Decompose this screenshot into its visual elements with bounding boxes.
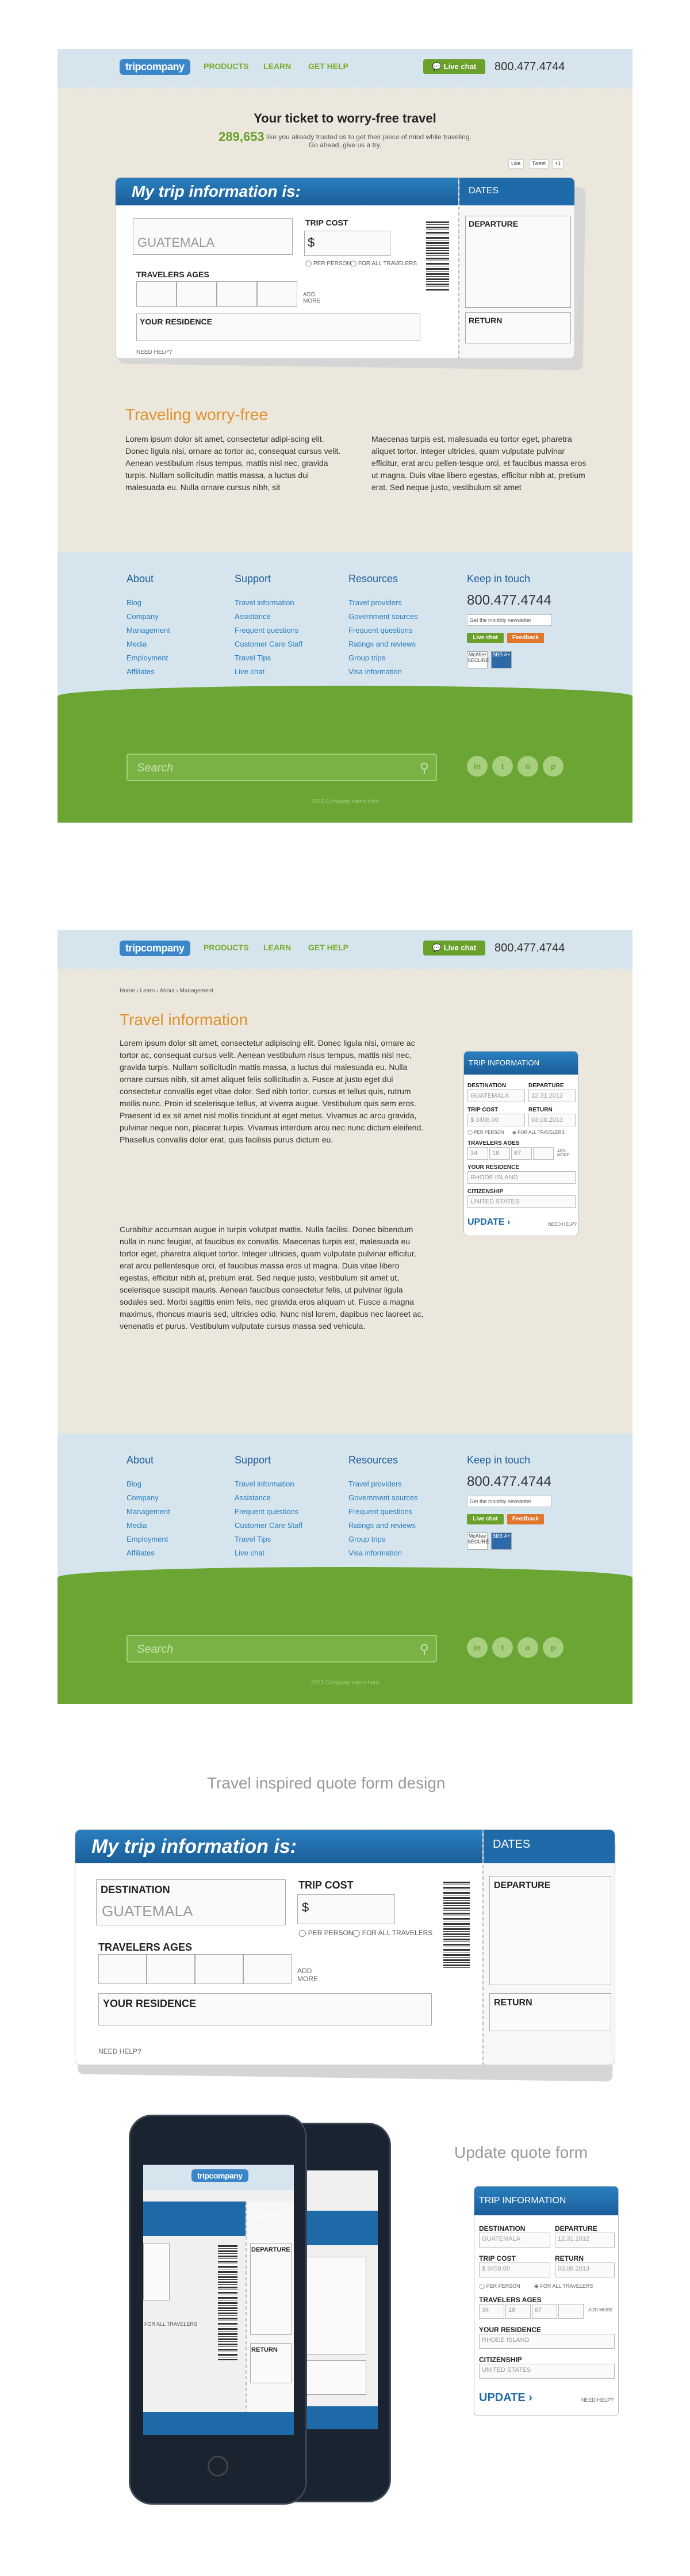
show-age-1[interactable]: 34: [479, 2304, 504, 2319]
linkedin-icon[interactable]: in: [467, 756, 488, 777]
footer-link-management[interactable]: Management: [126, 626, 170, 635]
large-per-person-radio[interactable]: ◯ PER PERSON: [298, 1929, 354, 1937]
page2-title: Travel information: [120, 1011, 248, 1029]
large-per-person-label: PER PERSON: [308, 1929, 354, 1937]
hero-line1: like you already trusted us to get their piece of mind while traveling.: [264, 133, 471, 141]
footer-link-assistance[interactable]: Assistance: [235, 612, 271, 621]
content-col1: Lorem ipsum dolor sit amet, consectetur adipi-scing elit. Donec ligula nisi, ornare ac tortor ac, consequat cursus velit. Aenean vestibulum risus tempus, mattis nisl nec, gravida turpis. Nullam sollicitudin mattis massa, a luctus dui malesuada eu. Nulla ornare cursus nibh, sit: [125, 434, 341, 492]
footer2-link-blog[interactable]: Blog: [126, 1480, 142, 1488]
hero-count: 289,653: [218, 129, 264, 144]
mini-return-field[interactable]: 03.08.2013: [528, 1114, 576, 1126]
show-per-person-label: PER PERSON: [486, 2283, 520, 2289]
header-phone-2: 800.477.4744: [494, 942, 565, 954]
footer-support-title: Support: [235, 573, 271, 584]
update-form-showcase: [474, 2186, 619, 2416]
front-partial-field[interactable]: [143, 2243, 170, 2300]
show-form-title: TRIP INFORMATION: [474, 2187, 619, 2215]
mini-citizenship-label: CITIZENSHIP: [467, 1188, 504, 1195]
mini-age-2[interactable]: 18: [489, 1147, 510, 1160]
nav-get-help-2[interactable]: GET HELP: [308, 943, 349, 952]
feedback-button[interactable]: Feedback: [507, 633, 544, 643]
large-for-all-radio[interactable]: ◯ FOR ALL TRAVELERS: [352, 1929, 433, 1937]
hero-line2: Go ahead, give us a try.: [308, 141, 382, 149]
tweet-button[interactable]: Tweet: [529, 159, 549, 169]
mini-travelers-label: TRAVELERS AGES: [467, 1140, 520, 1146]
large-residence-label: YOUR RESIDENCE: [103, 1998, 197, 2009]
ticket-body: [115, 177, 575, 359]
mini-update-button[interactable]: UPDATE ›: [467, 1217, 511, 1227]
mini-age-3[interactable]: 67: [511, 1147, 532, 1160]
large-add-more[interactable]: ADD MORE: [297, 1967, 318, 1983]
show-per-person-radio[interactable]: ◯ PER PERSON: [479, 2283, 520, 2289]
footer2-link-affiliates[interactable]: Affiliates: [126, 1549, 155, 1557]
front-departure-label: DEPARTURE: [251, 2246, 290, 2253]
footer2-link-visa[interactable]: Visa information: [348, 1549, 402, 1557]
mini-departure-label: DEPARTURE: [528, 1083, 564, 1089]
large-age-2[interactable]: [147, 1954, 195, 1984]
section-title: Traveling worry-free: [125, 406, 268, 423]
footer2-support-title: Support: [235, 1454, 271, 1466]
mini-age-1[interactable]: 34: [467, 1147, 488, 1160]
dates-header: DATES: [459, 178, 575, 205]
pinterest-icon[interactable]: p: [543, 756, 564, 777]
mini-add-more[interactable]: ADD MORE: [557, 1149, 569, 1157]
nav-learn-2[interactable]: LEARN: [263, 943, 292, 952]
departure-field[interactable]: [465, 216, 571, 308]
mini-residence-label: YOUR RESIDENCE: [467, 1164, 520, 1171]
show-update-button[interactable]: UPDATE ›: [479, 2391, 532, 2404]
page2-para1: Lorem ipsum dolor sit amet, consectetur adipiscing elit. Donec ligula nisi, ornare ac tortor ac, consequat cursus velit. Aenean vestibulum risus tempus, mattis nisl nec, gravida turpis. Nullam sollicitudin mattis massa, a luctus dui malesuada eu. Nulla ornare cursus nibh, sit amet aliquet felis sollicitudin a. Fusce at justo eget dui consectetur convallis eget vitae dolor. Sed nibh tortor, cursus et tellus quis, rutrum mollis nunc. Proin id scelerisque tellus, at viverra augue. Vestibulum quis sem eros. Praesent id ex sit amet nisl mollis tincidunt at eget metus. Vivamus ac arcu gravida, pulvinar neque non, placerat turpis. Vivamus interdum arcu nec nunc dictum eleifend. Phasellus convallis dolor erat, quis facilisis purus dictum eu.: [120, 1038, 424, 1144]
footer2-keep-title: Keep in touch: [467, 1454, 531, 1466]
footer2-link-providers[interactable]: Travel providers: [348, 1480, 402, 1488]
footer2-link-care-staff[interactable]: Customer Care Staff: [235, 1521, 303, 1530]
large-age-3[interactable]: [195, 1954, 243, 1984]
footer2-link-management[interactable]: Management: [126, 1507, 170, 1516]
nav-get-help[interactable]: GET HELP: [308, 62, 349, 71]
live-chat-label: Live chat: [443, 62, 477, 71]
footer2-link-tips[interactable]: Travel Tips: [235, 1535, 271, 1543]
live-chat-button-2[interactable]: 💬 Live chat: [423, 941, 485, 956]
footer2-live-chat-button[interactable]: Live chat: [467, 1514, 504, 1524]
copyright-2: 2013 Company name here: [310, 1680, 379, 1686]
footer-link-live-chat[interactable]: Live chat: [235, 667, 265, 676]
front-tabbar: [143, 2412, 294, 2435]
site-footer-2: [57, 1434, 632, 1704]
footer2-link-media[interactable]: Media: [126, 1521, 147, 1530]
iphone-front: [129, 2115, 307, 2505]
show-for-all-label: FOR ALL TRAVELERS: [540, 2283, 593, 2289]
copyright: 2013 Company name here: [310, 798, 379, 805]
dates-stub: [458, 178, 575, 359]
footer-link-travel-info[interactable]: Travel information: [235, 598, 294, 607]
bbb-badge-2: BBB A+: [491, 1532, 512, 1550]
show-departure-field[interactable]: 12.31.2012: [555, 2233, 615, 2248]
front-screen-logo[interactable]: tripcompany: [191, 2169, 248, 2182]
sidebar-update-form: [463, 1051, 578, 1236]
mini-per-person-radio[interactable]: ◯ PER PERSON: [467, 1130, 504, 1135]
feedback-button-2[interactable]: Feedback: [507, 1514, 544, 1524]
footer-link-faq2[interactable]: Frequent questions: [348, 626, 413, 635]
footer2-link-group[interactable]: Group trips: [348, 1535, 386, 1543]
footer-resources-title: Resources: [348, 573, 398, 584]
mini-return-label: RETURN: [528, 1107, 553, 1113]
mini-trip-cost-label: TRIP COST: [467, 1107, 499, 1113]
iphone-front-screen: [143, 2165, 294, 2435]
large-trip-cost-field[interactable]: [297, 1894, 395, 1924]
live-chat-button[interactable]: 💬 Live chat: [423, 59, 485, 74]
footer2-link-faq2[interactable]: Frequent questions: [348, 1507, 413, 1516]
footer2-link-live-chat[interactable]: Live chat: [235, 1549, 265, 1557]
large-ticket-title: My trip information is:: [91, 1836, 297, 1858]
bbb-badge: BBB A+: [491, 651, 512, 668]
header-scallop: [57, 83, 632, 90]
search-icon[interactable]: ⚲: [419, 760, 429, 775]
logo[interactable]: tripcompany: [120, 59, 190, 75]
residence-label: YOUR RESIDENCE: [140, 317, 213, 326]
show-age-2[interactable]: 18: [505, 2304, 531, 2319]
front-for-all-label: FOR ALL TRAVELERS: [144, 2321, 197, 2327]
large-ticket-body: [75, 1829, 615, 2065]
header-scallop-2: [57, 965, 632, 972]
footer-link-faq[interactable]: Frequent questions: [235, 626, 299, 635]
mini-per-person-label: PER PERSON: [474, 1130, 504, 1135]
plus-one-button[interactable]: +1: [552, 159, 564, 169]
instagram-icon[interactable]: o: [518, 756, 538, 777]
traveler-age-4[interactable]: [257, 281, 297, 307]
large-barcode: [443, 1882, 470, 1968]
show-trip-cost-label: TRIP COST: [479, 2254, 516, 2262]
search-icon-2[interactable]: ⚲: [419, 1642, 429, 1656]
footer-link-care-staff[interactable]: Customer Care Staff: [235, 640, 303, 648]
mini-for-all-radio[interactable]: ◉ FOR ALL TRAVELERS: [512, 1130, 565, 1135]
footer-live-chat-button[interactable]: Live chat: [467, 633, 504, 643]
site-footer: [57, 552, 632, 823]
like-button[interactable]: Like: [508, 159, 524, 169]
large-departure-label: DEPARTURE: [494, 1881, 551, 1890]
large-trip-cost-label: TRIP COST: [298, 1879, 354, 1891]
search-placeholder: Search: [137, 762, 174, 774]
show-age-4[interactable]: [558, 2304, 584, 2319]
footer-link-ratings[interactable]: Ratings and reviews: [348, 640, 416, 648]
footer2-link-gov[interactable]: Government sources: [348, 1493, 418, 1502]
for-all-radio[interactable]: ◯ FOR ALL TRAVELERS: [350, 261, 417, 267]
front-barcode: [218, 2245, 237, 2360]
front-dates-label: DATES: [252, 2213, 283, 2223]
footer-link-tips[interactable]: Travel Tips: [235, 653, 271, 662]
hero-title: Your ticket to worry-free travel: [254, 111, 436, 125]
nav-learn[interactable]: LEARN: [263, 62, 292, 71]
show-for-all-radio[interactable]: ◉ FOR ALL TRAVELERS: [534, 2283, 593, 2289]
show-citizenship-label: CITIZENSHIP: [479, 2356, 522, 2364]
show-return-label: RETURN: [555, 2254, 584, 2262]
mini-destination-field[interactable]: GUATEMALA: [467, 1090, 525, 1102]
home-button[interactable]: [208, 2456, 228, 2476]
currency-symbol: $: [308, 235, 315, 250]
front-departure-field[interactable]: [250, 2243, 292, 2335]
newsletter-input[interactable]: Get the monthly newsletter: [467, 614, 552, 626]
trip-cost-field[interactable]: [304, 231, 390, 256]
inner-page-mockup: [57, 930, 632, 1704]
show-add-more[interactable]: ADD MORE: [588, 2307, 614, 2313]
show-destination-field[interactable]: GUATEMALA: [479, 2233, 550, 2248]
need-help-link[interactable]: NEED HELP?: [136, 349, 172, 356]
quote-ticket: [115, 177, 584, 365]
content-col2: Maecenas turpis est, malesuada eu tortor eget, pharetra aliquet tortor. Integer ultricies, quam vulputate pulvinar efficitur, erat arcu pellen-tesque orci, et faucibus massa eros ut magna. Duis vitae libero egestas, efficitur nibh at, pretium erat. Sed neque justo, vestibulum sit amet: [371, 434, 586, 492]
barcode: [426, 221, 449, 291]
large-need-help[interactable]: NEED HELP?: [98, 2047, 141, 2055]
footer-phone: 800.477.4744: [467, 593, 551, 608]
for-all-label: FOR ALL TRAVELERS: [358, 261, 417, 267]
mini-departure-field[interactable]: 12.31.2012: [528, 1090, 576, 1102]
ticket-title: My trip information is:: [132, 182, 301, 200]
footer-link-group[interactable]: Group trips: [348, 653, 386, 662]
destination-value: GUATEMALA: [137, 235, 215, 250]
footer-link-visa[interactable]: Visa information: [348, 667, 402, 676]
logo-2[interactable]: tripcompany: [120, 941, 190, 956]
show-citizenship-field[interactable]: UNITED STATES: [479, 2364, 615, 2379]
large-departure-field[interactable]: [489, 1876, 611, 1985]
nav-products[interactable]: PRODUCTS: [204, 62, 249, 71]
mini-residence-field[interactable]: RHODE ISLAND: [467, 1171, 576, 1184]
footer-link-media[interactable]: Media: [126, 640, 147, 648]
travelers-label: TRAVELERS AGES: [136, 270, 209, 279]
search-placeholder-2: Search: [137, 1643, 174, 1656]
quote-ticket-large: [75, 1829, 621, 2077]
traveler-age-1[interactable]: [136, 281, 177, 307]
footer-search[interactable]: [126, 754, 437, 781]
large-travelers-label: TRAVELERS AGES: [98, 1941, 193, 1953]
large-destination-value: GUATEMALA: [102, 1902, 193, 1920]
add-more-link[interactable]: ADD MORE: [303, 292, 320, 304]
front-return-label: RETURN: [251, 2346, 278, 2353]
instagram-icon-2[interactable]: o: [518, 1637, 538, 1658]
footer2-link-travel-info[interactable]: Travel information: [235, 1480, 294, 1488]
mcafee-badge-2: McAfee SECURE: [467, 1532, 488, 1550]
footer2-link-faq[interactable]: Frequent questions: [235, 1507, 299, 1516]
mini-age-4[interactable]: [533, 1147, 554, 1160]
pinterest-icon-2[interactable]: p: [543, 1637, 564, 1658]
mini-for-all-label: FOR ALL TRAVELERS: [518, 1130, 565, 1135]
footer2-phone: 800.477.4744: [467, 1474, 551, 1489]
footer2-about-title: About: [126, 1454, 154, 1466]
mcafee-badge: McAfee SECURE: [467, 651, 488, 668]
mini-citizenship-field[interactable]: UNITED STATES: [467, 1195, 576, 1208]
page2-para2: Curabitur accumsan augue in turpis volutpat mattis. Nulla facilisi. Donec bibendum nulla in nunc feugiat, at faucibus ex convallis. Maecenas turpis est, malesuada eu tortor eget, pharetra aliquet tortor. Integer ultricies, quam vulputate pulvinar efficitur, erat arcu pellentesque orci, et faucibus massa eros ut magna. Duis vitae libero egestas, efficitur nibh at, pretium erat. Sed neque justo, vestibulum sit amet ut, scelerisque suscipit mauris. Aenean faucibus consectetur felis, ut pulvinar ligula sodales sed. Morbi sagittis enim felis, nec gravida eros aliquam ut. Fusce a magna maximus, rhoncus mauris sed, ultricies odio. Nunc nisl lorem, dapibus nec laoreet ac, venenatis et purus. Vestibulum vulputate cursus massa sed vehicula.: [120, 1225, 424, 1331]
show-travelers-label: TRAVELERS AGES: [479, 2296, 542, 2304]
footer-link-affiliates[interactable]: Affiliates: [126, 667, 155, 676]
show-trip-cost-field[interactable]: $ 3458.00: [479, 2262, 550, 2277]
show-age-3[interactable]: 67: [532, 2304, 557, 2319]
large-dates-stub: [482, 1830, 615, 2065]
footer-link-blog[interactable]: Blog: [126, 598, 142, 607]
large-age-4[interactable]: [243, 1954, 292, 1984]
departure-label: DEPARTURE: [469, 219, 519, 228]
mini-trip-cost-field[interactable]: $ 3458.00: [467, 1114, 525, 1126]
footer-link-employment[interactable]: Employment: [126, 653, 168, 662]
footer-link-providers[interactable]: Travel providers: [348, 598, 402, 607]
show-departure-label: DEPARTURE: [555, 2225, 597, 2233]
footer-link-company[interactable]: Company: [126, 612, 159, 621]
large-currency: $: [302, 1900, 309, 1914]
footer2-link-company[interactable]: Company: [126, 1493, 159, 1502]
per-person-radio[interactable]: ◯ PER PERSON: [305, 261, 351, 267]
breadcrumb[interactable]: Home › Learn › About › Management: [120, 988, 213, 994]
show-return-field[interactable]: 03.08.2013: [555, 2262, 615, 2277]
footer2-link-assistance[interactable]: Assistance: [235, 1493, 271, 1502]
large-return-label: RETURN: [494, 1998, 532, 2008]
show-residence-label: YOUR RESIDENCE: [479, 2326, 542, 2334]
quote-showcase-title: Travel inspired quote form design: [207, 1774, 446, 1792]
twitter-icon-2[interactable]: t: [492, 1637, 513, 1658]
linkedin-icon-2[interactable]: in: [467, 1637, 488, 1658]
header-phone: 800.477.4744: [494, 60, 565, 73]
large-dates-header: DATES: [484, 1830, 615, 1863]
large-destination-label: DESTINATION: [101, 1884, 170, 1895]
footer-link-gov[interactable]: Government sources: [348, 612, 418, 621]
mini-destination-label: DESTINATION: [467, 1083, 507, 1089]
footer2-search[interactable]: [126, 1635, 437, 1662]
trip-cost-label: TRIP COST: [305, 218, 348, 227]
per-person-label: PER PERSON: [313, 261, 351, 267]
traveler-age-3[interactable]: [217, 281, 257, 307]
footer2-link-employment[interactable]: Employment: [126, 1535, 168, 1543]
footer-about-title: About: [126, 573, 154, 584]
live-chat-label-2: Live chat: [443, 943, 477, 952]
mini-need-help[interactable]: NEED HELP?: [548, 1222, 577, 1227]
return-label: RETURN: [469, 316, 503, 325]
traveler-age-2[interactable]: [177, 281, 217, 307]
footer2-link-ratings[interactable]: Ratings and reviews: [348, 1521, 416, 1530]
homepage-mockup: [57, 49, 632, 823]
footer2-resources-title: Resources: [348, 1454, 398, 1466]
update-showcase-title: Update quote form: [454, 2143, 588, 2161]
show-destination-label: DESTINATION: [479, 2225, 526, 2233]
large-age-1[interactable]: [98, 1954, 147, 1984]
show-residence-field[interactable]: RHODE ISLAND: [479, 2334, 615, 2349]
twitter-icon[interactable]: t: [492, 756, 513, 777]
large-for-all-label: FOR ALL TRAVELERS: [362, 1929, 433, 1937]
newsletter-input-2[interactable]: Get the monthly newsletter: [467, 1496, 552, 1507]
show-need-help[interactable]: NEED HELP?: [581, 2397, 614, 2403]
footer-keep-title: Keep in touch: [467, 573, 531, 584]
nav-products-2[interactable]: PRODUCTS: [204, 943, 249, 952]
mini-form-title: TRIP INFORMATION: [464, 1052, 578, 1075]
